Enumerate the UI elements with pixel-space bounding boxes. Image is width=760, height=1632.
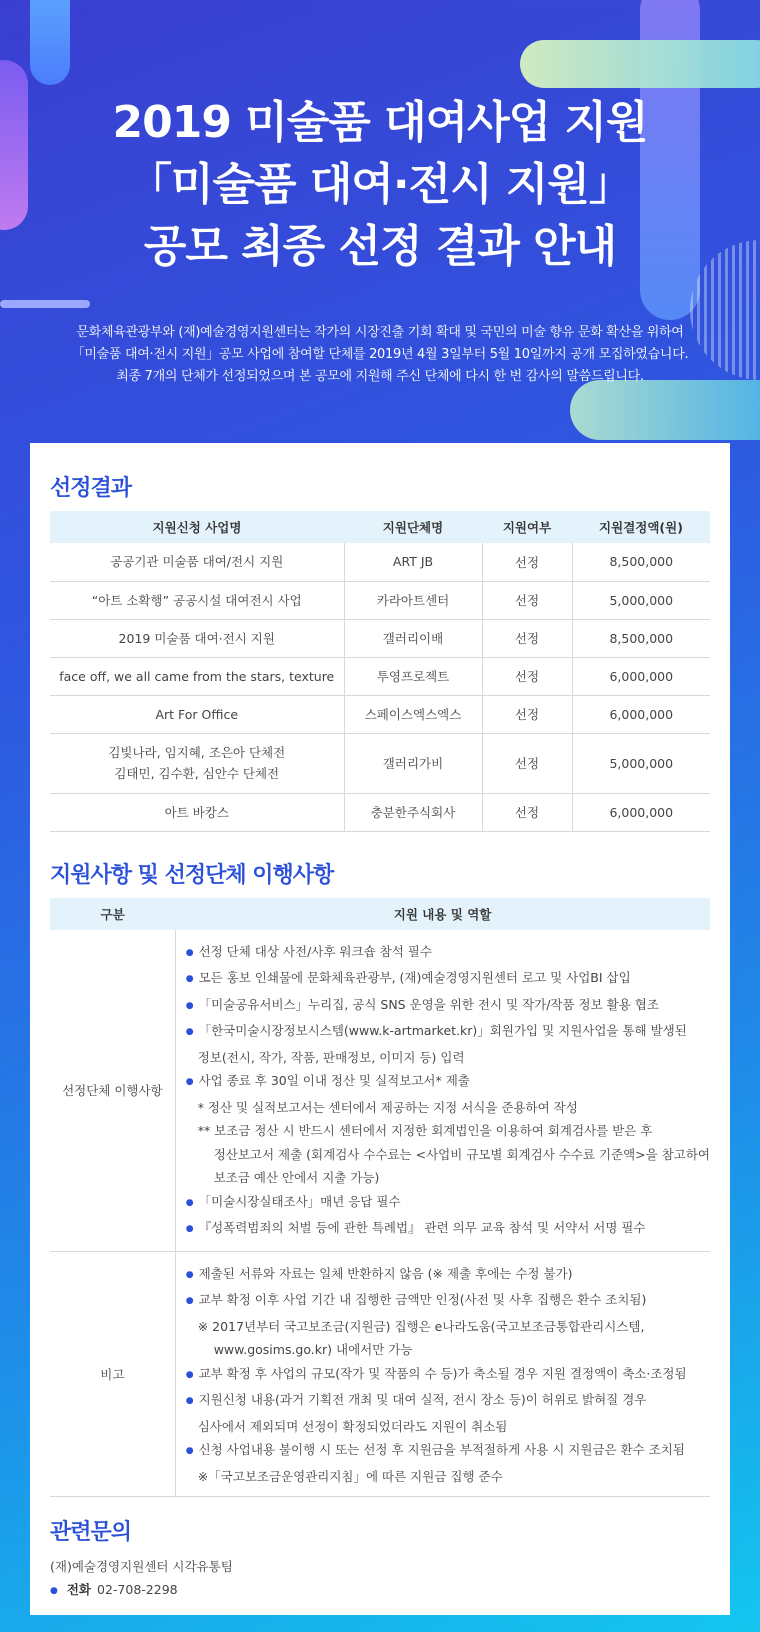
column-header: 지원단체명: [344, 511, 482, 543]
cell-org: 갤러리이배: [344, 619, 482, 657]
cell-project-name: “아트 소확행” 공공시설 대여전시 사업: [50, 581, 344, 619]
contact-org: (재)예술경영지원센터 시각유통팀: [50, 1559, 233, 1574]
table-row: [50, 581, 710, 619]
intro-text: [0, 322, 760, 388]
title-line: 공모 최종 선정 결과 안내: [143, 221, 617, 272]
decor-bar: [570, 380, 760, 440]
section-title-support: 지원사항 및 선정단체 이행사항: [50, 862, 334, 888]
cell-project-name: 공공기관 미술품 대여/전시 지원: [50, 543, 344, 581]
list-item: ● 교부 확정 이후 사업 기간 내 집행한 금액만 인정(사전 및 사후 집행은 환수 조치됨): [186, 1288, 710, 1315]
column-header: 지원 내용 및 역할: [175, 898, 710, 930]
decor-line: [0, 300, 90, 308]
cell-status: 선정: [482, 657, 572, 695]
list-item-continuation: 정산보고서 제출 (회계검사 수수료는 <사업비 규모별 회계검사 수수료 기준액>을 참고하여: [213, 1146, 710, 1162]
contact-section: [50, 1515, 710, 1604]
project-name-line: 김태민, 김수환, 심안수 단체전: [114, 766, 280, 781]
column-header: 지원결정액(원): [572, 511, 710, 543]
list-item-note: ** 보조금 정산 시 반드시 센터에서 지정한 회계법인을 이용하여 회계검사를 받은 후: [197, 1123, 653, 1138]
list-item-note: ※「국고보조금운영관리지침」에 따른 지원금 집행 준수: [197, 1468, 503, 1484]
table-row: [50, 793, 710, 831]
hero-title: [0, 92, 760, 278]
intro-line: 「미술품 대여·전시 지원」공모 사업에 참여할 단체를 2019년 4월 3일부터 5월 10일까지 공개 모집하였습니다.: [71, 347, 689, 362]
cell-org: 스페이스엑스엑스: [344, 695, 482, 733]
list-item: ● 『성폭력범죄의 처벌 등에 관한 특례법』 관련 의무 교육 참석 및 서약서 서명 필수: [186, 1216, 710, 1243]
cell-project-name: 2019 미술품 대여·전시 지원: [50, 619, 344, 657]
list-item-continuation: 심사에서 제외되며 선정이 확정되었더라도 지원이 취소됨: [197, 1418, 508, 1434]
cell-status: 선정: [482, 581, 572, 619]
cell-amount: 8,500,000: [572, 619, 710, 657]
phone-number[interactable]: 02-708-2298: [97, 1582, 178, 1597]
table-row: [50, 930, 710, 1252]
cell-amount: 5,000,000: [572, 733, 710, 793]
title-line: 「미술품 대여·전시 지원」: [128, 159, 632, 210]
title-line: 2019 미술품 대여사업 지원: [112, 97, 648, 148]
decor-bar: [520, 40, 760, 88]
row-label-notes: 비고: [50, 1251, 175, 1497]
list-item: ● 「한국미술시장정보시스템(www.k-artmarket.kr)」회원가입 및 지원사업을 통해 발생된: [186, 1019, 710, 1046]
cell-project-name: 아트 바캉스: [50, 793, 344, 831]
table-row: [50, 543, 710, 581]
cell-org: 갤러리가비: [344, 733, 482, 793]
list-item: ● 교부 확정 후 사업의 규모(작가 및 작품의 수 등)가 축소될 경우 지원 결정액이 축소·조정됨: [186, 1362, 710, 1389]
content-card: [30, 443, 730, 1615]
duties-list: [175, 930, 710, 1252]
list-item: ● 제출된 서류와 자료는 일체 반환하지 않음 (※ 제출 후에는 수정 불가): [186, 1262, 710, 1289]
cell-amount: 8,500,000: [572, 543, 710, 581]
cell-org: 투영프로젝트: [344, 657, 482, 695]
notes-list: [175, 1251, 710, 1497]
list-item: ● 모든 홍보 인쇄물에 문화체육관광부, (재)예술경영지원센터 로고 및 사업BI 삽입: [186, 966, 710, 993]
list-item-note: * 정산 및 실적보고서는 센터에서 제공하는 지정 서식을 준용하여 작성: [197, 1099, 578, 1115]
cell-project-name: [50, 733, 344, 793]
cell-project-name: Art For Office: [50, 695, 344, 733]
list-item-continuation: www.gosims.go.kr) 내에서만 가능: [213, 1342, 413, 1357]
section-title-contact: 관련문의: [50, 1520, 132, 1545]
table-row: [50, 695, 710, 733]
cell-org: 카라아트센터: [344, 581, 482, 619]
column-header: 구분: [50, 898, 175, 930]
contact-phone: [50, 1578, 710, 1604]
decor-bar: [30, 0, 70, 85]
intro-line: 최종 7개의 단체가 선정되었으며 본 공모에 지원해 주신 단체에 다시 한 번 감사의 말씀드립니다.: [116, 369, 644, 384]
cell-amount: 5,000,000: [572, 581, 710, 619]
cell-amount: 6,000,000: [572, 695, 710, 733]
cell-org: ART JB: [344, 543, 482, 581]
section-title-results: 선정결과: [50, 476, 132, 501]
support-table: [50, 898, 710, 1498]
table-row: [50, 733, 710, 793]
intro-line: 문화체육관광부와 (재)예술경영지원센터는 작가의 시장진출 기회 확대 및 국민의 미술 향유 문화 확산을 위하여: [76, 325, 684, 340]
table-row: [50, 657, 710, 695]
cell-status: 선정: [482, 733, 572, 793]
phone-label: 전화: [66, 1582, 91, 1597]
table-header-row: [50, 511, 710, 543]
cell-amount: 6,000,000: [572, 793, 710, 831]
list-item: ● 사업 종료 후 30일 이내 정산 및 실적보고서* 제출: [186, 1069, 710, 1096]
cell-status: 선정: [482, 543, 572, 581]
results-table: [50, 511, 710, 832]
row-label-duties: 선정단체 이행사항: [50, 930, 175, 1252]
column-header: 지원신청 사업명: [50, 511, 344, 543]
cell-org: 충분한주식회사: [344, 793, 482, 831]
table-row: [50, 1251, 710, 1497]
table-row: [50, 619, 710, 657]
list-item: ● 선정 단체 대상 사전/사후 워크숍 참석 필수: [186, 940, 710, 967]
column-header: 지원여부: [482, 511, 572, 543]
list-item: ● 「미술시장실태조사」매년 응답 필수: [186, 1190, 710, 1217]
cell-amount: 6,000,000: [572, 657, 710, 695]
table-header-row: [50, 898, 710, 930]
list-item-continuation: 보조금 예산 안에서 지출 가능): [213, 1170, 380, 1185]
list-item: ● 「미술공유서비스」누리집, 공식 SNS 운영을 위한 전시 및 작가/작품 정보 활용 협조: [186, 993, 710, 1020]
cell-status: 선정: [482, 619, 572, 657]
cell-project-name: face off, we all came from the stars, texture: [50, 657, 344, 695]
list-item: ● 지원신청 내용(과거 기획전 개최 및 대여 실적, 전시 장소 등)이 허위로 밝혀질 경우: [186, 1388, 710, 1415]
list-item: ● 신청 사업내용 불이행 시 또는 선정 후 지원금을 부적절하게 사용 시 지원금은 환수 조치됨: [186, 1438, 710, 1465]
cell-status: 선정: [482, 695, 572, 733]
list-item-note: ※ 2017년부터 국고보조금(지원금) 집행은 e나라도움(국고보조금통합관리시스템,: [197, 1318, 645, 1334]
cell-status: 선정: [482, 793, 572, 831]
project-name-line: 김빛나라, 임지혜, 조은아 단체전: [108, 745, 286, 760]
list-item-continuation: 정보(전시, 작가, 작품, 판매정보, 이미지 등) 입력: [197, 1049, 465, 1065]
